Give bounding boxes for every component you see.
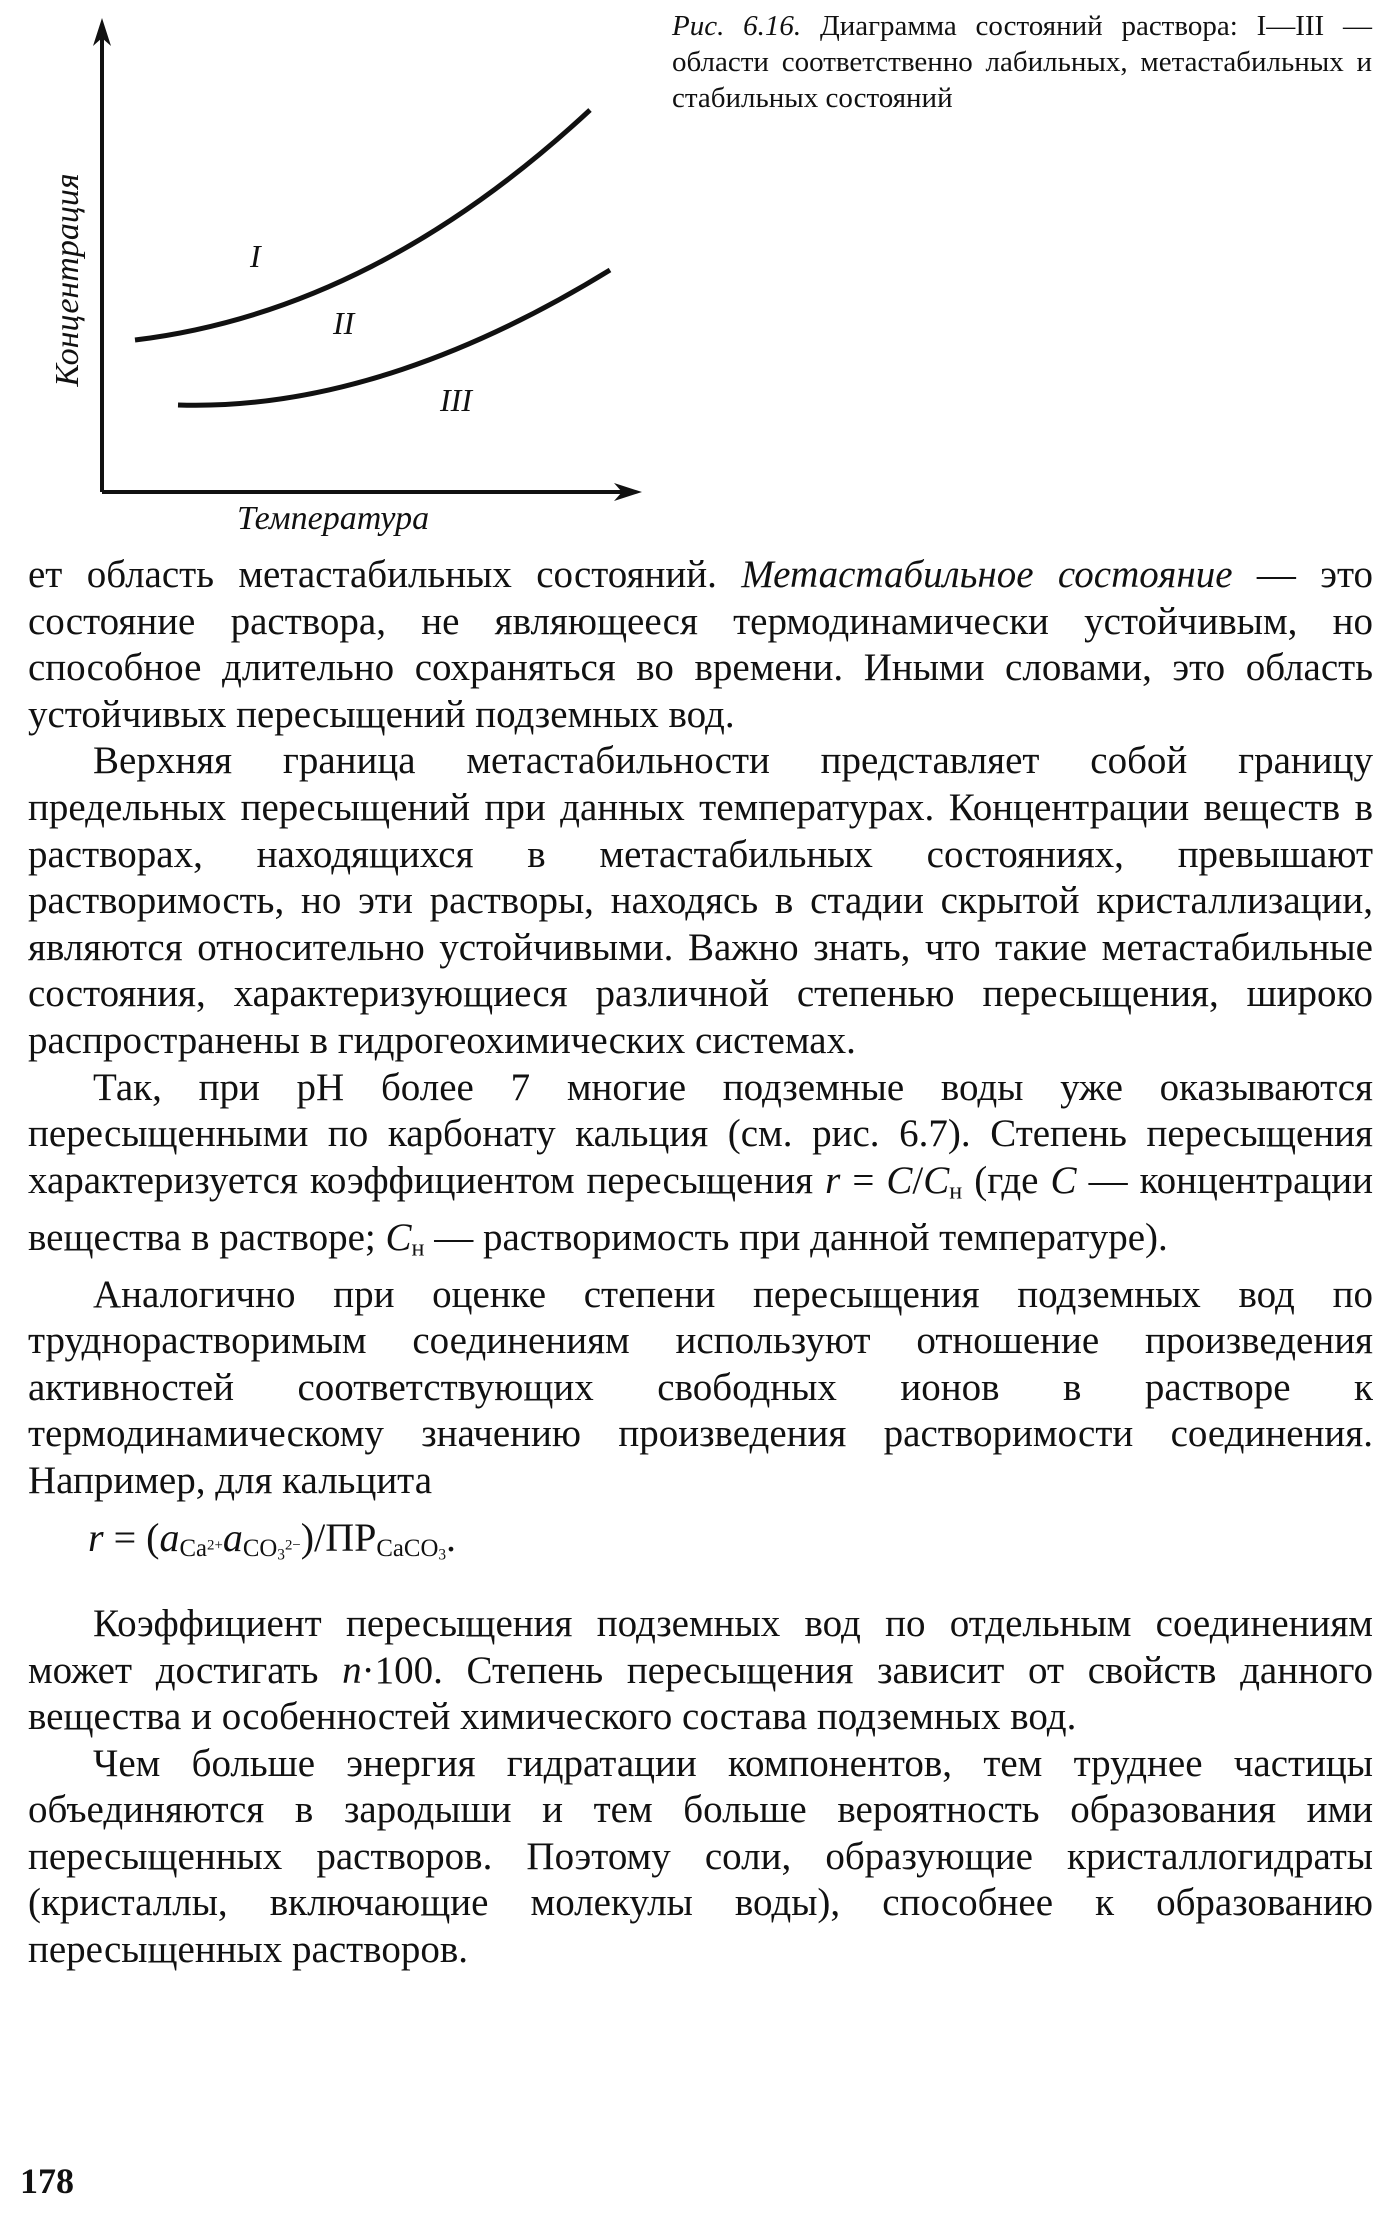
body-text [28, 552, 1373, 1974]
var-c: C [886, 1158, 913, 1202]
slash: / [912, 1158, 924, 1202]
paragraph-4: Аналогично при оценке степени пересыщения подземных вод по труднорастворимым соединениям используют отношение произведения активностей соответствующих свободных ионов в растворе к термодинамическому значению произведения растворимости соединения. Например, для кальцита [28, 1272, 1373, 1502]
upper-boundary-curve [135, 110, 590, 340]
formula-co-text: CO [242, 1534, 278, 1562]
formula-end: . [446, 1514, 457, 1560]
formula-pr: )/ПР [300, 1514, 377, 1560]
formula-pr-sub-text: CaCO [376, 1534, 439, 1562]
x-axis-label: Температура [237, 500, 430, 537]
paragraph-1-rest: — это состояние раствора, не являющееся термодинамически устойчивым, но способное длительно сохраняться во времени. Иными словами, это область устойчивых пересыщений подземных вод. [28, 553, 1374, 736]
state-diagram-plot [0, 0, 660, 550]
var-r: r [825, 1158, 841, 1202]
formula-calcite [88, 1515, 1373, 1579]
page-number: 178 [20, 2161, 74, 2201]
formula-pr-sub-index: 3 [438, 1546, 447, 1564]
figure-caption [672, 8, 1372, 116]
paragraph-3-part-c: — концентрации вещества в растворе; [28, 1158, 1373, 1259]
paragraph-3-part-a: Так, при pH более 7 многие подземные воды уже оказываются пересыщенными по карбонату кальция (см. рис. 6.7). Степень пересыщения характеризуется коэффициентом пересыщения [28, 1065, 1373, 1202]
region-label-labile: I [250, 238, 261, 274]
paragraph-3 [28, 1065, 1373, 1272]
figure-caption-number: Рис. 6.16. [672, 10, 802, 42]
sub-n: н [949, 1177, 963, 1205]
paragraph-1 [28, 552, 1373, 738]
formula-pr-sub [376, 1535, 446, 1562]
formula-co-index: 3 [277, 1546, 285, 1564]
formula-co3-sub [243, 1535, 301, 1562]
paragraph-1-start: ет область метастабильных состояний. [28, 553, 742, 596]
formula-eq: = ( [103, 1514, 160, 1560]
formula-ca-charge: 2+ [207, 1537, 223, 1554]
paragraph-3-part-b: (где [962, 1158, 1051, 1202]
region-label-metastable: II [333, 305, 355, 341]
sub-n-2: н [411, 1233, 425, 1261]
formula-a-ca: a [159, 1514, 180, 1560]
term-metastable-state: Метастабильное состояние [741, 553, 1233, 596]
paragraph-5-part-b: ·100. Степень пересыщения зависит от свойств данного вещества и особенностей химического состава подземных вод. [28, 1648, 1373, 1739]
var-n: n [342, 1648, 362, 1692]
y-axis-label: Концентрация [49, 173, 86, 387]
paragraph-3-part-d: — растворимость при данной температуре). [424, 1215, 1168, 1259]
paragraph-2: Верхняя граница метастабильности представляет собой границу предельных пересыщений при данных температурах. Концентрации веществ в растворах, находящихся в метастабильных состояниях, превышают растворимость, но эти растворы, находясь в стадии скрытой кристаллизации, являются относительно устойчивыми. Важно знать, что такие метастабильные состояния, характеризующиеся различной степенью пересыщения, широко распространены в гидрогеохимических системах. [28, 739, 1373, 1062]
var-cn-2: C [385, 1215, 412, 1259]
figure-state-diagram [0, 0, 1400, 550]
region-label-stable: III [440, 382, 472, 418]
formula-ca-sub [179, 1535, 222, 1562]
formula-ca-sub-text: Ca [179, 1534, 208, 1562]
eq-sign: = [840, 1158, 887, 1202]
formula-r: r [88, 1514, 104, 1560]
figure-caption-text: Диаграмма состояний раствора: I—III — области соответственно лабильных, метастабильных и стабильных состояний [672, 10, 1373, 114]
var-c-2: C [1050, 1158, 1077, 1202]
paragraph-5-part-a: Коэффициент пересыщения подземных вод по отдельным соединениям может достигать [28, 1601, 1373, 1692]
paragraph-5 [28, 1601, 1373, 1741]
formula-a-co3: a [222, 1514, 243, 1560]
formula-co3-charge: 2− [284, 1537, 301, 1554]
solubility-curve [178, 270, 610, 405]
paragraph-6: Чем больше энергия гидратации компонентов, тем труднее частицы объединяются в зародыши и тем больше вероятность образования ими пересыщенных растворов. Поэтому соли, образующие кристаллогидраты (кристаллы, включающие молекулы воды), способнее к образованию пересыщенных растворов. [28, 1741, 1373, 1972]
var-cn: C [923, 1158, 950, 1202]
